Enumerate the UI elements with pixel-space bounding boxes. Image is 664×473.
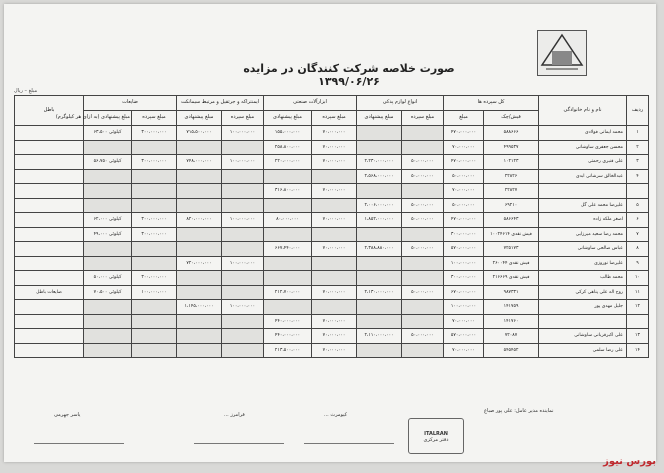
cell-check: ۱۴۱۷۵۹ [484,300,539,315]
table-row [15,169,649,184]
header-scr-offer: مبلغ پیشنهادی (به ازای هر کیلوگرم) [84,111,132,126]
cell-sc-dep [222,271,264,286]
document-title: صورت خلاصه شرکت کنندگان در مزایده ۱۳۹۹/۰۶/۲۶ [243,62,455,88]
cell-med-dep: ۵۰،۰۰۰،۰۰۰ [402,198,444,213]
cell-sc-off [177,169,222,184]
cell-sc-dep [222,140,264,155]
header-ind-deposit: مبلغ سپرده [312,111,357,126]
cell-amount: ۷۰،۰۰۰،۰۰۰ [444,314,484,329]
cell-sc-off: ۸۲۰،۰۰۰،۰۰۰ [177,213,222,228]
table-row [15,256,649,271]
cell-ind-dep: ۷۰،۰۰۰،۰۰۰ [312,213,357,228]
cell-ind-off [264,271,312,286]
cell-ind-dep: ۷۰،۰۰۰،۰۰۰ [312,242,357,257]
cell-ind-dep: ۷۰،۰۰۰،۰۰۰ [312,155,357,170]
header-med-offer: مبلغ پیشنهادی [357,111,402,126]
header-scrap: ضایعات [84,96,177,111]
table-row [15,213,649,228]
table-row [15,300,649,315]
cell-med-dep [402,314,444,329]
cell-radif: ۱۳ [627,329,649,344]
cell-name: محمد ایمانی فولادی [539,126,627,141]
cell-scr-off: کیلوئی ۶۲،۰۰۰ [84,213,132,228]
header-void: باطل [15,96,84,126]
cell-name: علیرضا محمد علی گل [539,198,627,213]
cell-ind-dep [312,198,357,213]
cell-scr-dep [132,140,177,155]
cell-void [15,227,84,242]
cell-check: ۶۹۲۱۰ [484,198,539,213]
cell-scr-dep [132,329,177,344]
cell-amount: ۵۷۰،۰۰۰،۰۰۰ [444,242,484,257]
cell-sc-dep [222,343,264,358]
cell-sc-off [177,198,222,213]
cell-sc-dep: ۱۰۰،۰۰۰،۰۰۰ [222,126,264,141]
table-body [15,126,649,358]
table-row [15,271,649,286]
unit-note: مبلغ – ریال [14,88,38,94]
cell-scr-dep: ۳۰۰،۰۰۰،۰۰۰ [132,227,177,242]
cell-ind-off [264,198,312,213]
header-sc-offer: مبلغ پیشنهادی [177,111,222,126]
cell-radif: ۴ [627,169,649,184]
cell-check: ۹۸۷۳۳۱ [484,285,539,300]
cell-scr-off [84,343,132,358]
cell-med-off [357,300,402,315]
cell-sc-dep [222,184,264,199]
cell-scr-off: کیلوئی ۴۹،۰۰۰ [84,227,132,242]
cell-scr-off [84,242,132,257]
cell-radif: ۵ [627,198,649,213]
cell-amount: ۳۰۰،۰۰۰،۰۰۰ [444,227,484,242]
cell-name: جلیل مهدی پور [539,300,627,315]
cell-void [15,126,84,141]
cell-sc-off [177,227,222,242]
cell-med-off [357,227,402,242]
cell-radif [627,184,649,199]
cell-sc-off [177,271,222,286]
signature-line-2 [194,421,284,444]
cell-check: ۷۲۰۸۷ [484,329,539,344]
cell-scr-off [84,169,132,184]
cell-ind-dep: ۷۰،۰۰۰،۰۰۰ [312,126,357,141]
cell-name: علی اکبرقربانی ساوشانی [539,329,627,344]
cell-check: ۵۸۶۶۴۳ [484,213,539,228]
cell-ind-dep: ۷۰،۰۰۰،۰۰۰ [312,140,357,155]
cell-sc-off [177,329,222,344]
cell-amount: ۷۰،۰۰۰،۰۰۰ [444,343,484,358]
table-row [15,126,649,141]
cell-sc-dep [222,169,264,184]
table-row [15,198,649,213]
cell-amount: ۵۰،۰۰۰،۰۰۰ [444,169,484,184]
cell-check: ۱۴۱۷۶۰ [484,314,539,329]
cell-radif: ۸ [627,242,649,257]
brand-watermark: بورس نیوز [603,456,656,467]
cell-med-off: ۲،۰۰۶،۰۰۰،۰۰۰ [357,198,402,213]
cell-radif: ۱۴ [627,343,649,358]
cell-med-dep [402,256,444,271]
cell-void [15,343,84,358]
cell-ind-dep [312,271,357,286]
cell-sc-dep: ۱۰۰،۰۰۰،۰۰۰ [222,213,264,228]
cell-radif: ۱ [627,126,649,141]
cell-med-dep [402,271,444,286]
cell-sc-dep: ۱۰۰،۰۰۰،۰۰۰ [222,256,264,271]
cell-med-off [357,126,402,141]
header-sc-deposit: مبلغ سپرده [222,111,264,126]
cell-ind-off [264,256,312,271]
cell-ind-off [264,227,312,242]
cell-med-dep [402,300,444,315]
cell-ind-off: ۶۶۷،۴۴۰،۰۰۰ [264,242,312,257]
cell-radif: ۲ [627,140,649,155]
signature-4: نماینده مدیر عامل: علی پور صباغ [484,408,554,414]
cell-void [15,213,84,228]
cell-sc-off: ۷۱۵،۵۰۰،۰۰۰ [177,126,222,141]
cell-ind-off: ۱۵۵،۰۰۰،۰۰۰ [264,126,312,141]
cell-name: عباس صالحی ساوشانی [539,242,627,257]
cell-med-off: ۲،۲۳۰،۰۰۰،۰۰۰ [357,155,402,170]
cell-sc-dep [222,329,264,344]
table-row [15,155,649,170]
cell-void [15,271,84,286]
header-scr-deposit: مبلغ سپرده [132,111,177,126]
cell-scr-dep: ۳۰۰،۰۰۰،۰۰۰ [132,271,177,286]
cell-radif [627,314,649,329]
cell-name: محمد رضا سعید میرزایی [539,227,627,242]
header-scaffold-crane: ایمنتراکه و جرثقیل و مرتبط سیمانکت [177,96,264,111]
cell-sc-dep [222,227,264,242]
cell-check: ۵۴۵۴۵۲ [484,343,539,358]
cell-med-off: ۲،۳۸۸،۸۸۰،۰۰۰ [357,242,402,257]
cell-name: اصغر ملکه زاده [539,213,627,228]
cell-amount: ۵۰،۰۰۰،۰۰۰ [444,198,484,213]
cell-sc-off: ۷۴۸،۰۰۰،۰۰۰ [177,155,222,170]
cell-scr-off [84,198,132,213]
cell-void [15,300,84,315]
cell-scr-off [84,184,132,199]
cell-med-off [357,343,402,358]
cell-name: علی قنبری رحمتی [539,155,627,170]
cell-amount: ۳۰۰،۰۰۰،۰۰۰ [444,271,484,286]
cell-void [15,314,84,329]
cell-radif: ۶ [627,213,649,228]
cell-scr-dep [132,256,177,271]
cell-med-dep: ۵۰،۰۰۰،۰۰۰ [402,169,444,184]
cell-void [15,242,84,257]
cell-med-dep: ۵۰،۰۰۰،۰۰۰ [402,155,444,170]
header-row-1 [15,96,649,111]
cell-ind-dep [312,256,357,271]
cell-check: ۲۲۸۲۶ [484,169,539,184]
cell-med-off [357,256,402,271]
cell-ind-off [264,300,312,315]
cell-med-off: ۲،۵۶۸،۰۰۰،۰۰۰ [357,169,402,184]
header-amount: مبلغ [444,111,484,126]
cell-sc-off: ۱،۱۴۵،۰۰۰،۰۰۰ [177,300,222,315]
cell-med-off: ۲،۱۱۰،۰۰۰،۰۰۰ [357,329,402,344]
cell-sc-dep: ۱۰۰،۰۰۰،۰۰۰ [222,155,264,170]
cell-name: عبدالخالق سرشانی ابدی [539,169,627,184]
cell-check: ۲۲۸۲۷ [484,184,539,199]
cell-name: محسن جعفری ساوشانی [539,140,627,155]
cell-check: ۷۲۵۱۷۳ [484,242,539,257]
cell-check: ۱۰۲۱۲۳ [484,155,539,170]
signature-line-3 [304,421,394,444]
cell-ind-off: ۴۴۰،۰۰۰،۰۰۰ [264,329,312,344]
cell-radif: ۱۲ [627,300,649,315]
cell-ind-off: ۲۱۲،۷۰۰،۰۰۰ [264,285,312,300]
cell-sc-dep [222,198,264,213]
cell-scr-off: کیلوئی ۵۰،۰۰۰ [84,271,132,286]
auction-participants-table [14,95,649,358]
cell-med-off: ۲،۱۳۰،۰۰۰،۰۰۰ [357,285,402,300]
cell-med-off [357,314,402,329]
cell-ind-off: ۲۲۰،۰۰۰،۰۰۰ [264,155,312,170]
signature-1: یاسر جهرمی [54,412,81,418]
cell-void [15,169,84,184]
cell-void [15,140,84,155]
cell-void [15,198,84,213]
cell-ind-off: ۴۴۰،۰۰۰،۰۰۰ [264,314,312,329]
cell-scr-dep: ۳۰۰،۰۰۰،۰۰۰ [132,213,177,228]
stamp-text: ITALRAN [424,431,448,437]
cell-med-off [357,140,402,155]
cell-ind-dep [312,300,357,315]
cell-sc-dep [222,314,264,329]
cell-ind-off: ۲۵۸،۸۰۰،۰۰۰ [264,140,312,155]
cell-sc-off [177,285,222,300]
cell-ind-dep: ۷۰،۰۰۰،۰۰۰ [312,314,357,329]
cell-scr-off [84,329,132,344]
cell-med-off [357,184,402,199]
cell-scr-dep [132,198,177,213]
stamp-label: دفتر مرکزی [423,437,449,443]
cell-med-dep: ۵۰،۰۰۰،۰۰۰ [402,242,444,257]
cell-void [15,184,84,199]
cell-amount: ۷۰،۰۰۰،۰۰۰ [444,140,484,155]
cell-scr-dep: ۱۰۰،۰۰۰،۰۰۰ [132,285,177,300]
cell-scr-off: کیلوئی ۶۳،۵۰۰ [84,126,132,141]
cell-amount: ۴۷۰،۰۰۰،۰۰۰ [444,213,484,228]
header-radif: ردیف [627,96,649,126]
cell-name: روح اله علی پناهی کرکی [539,285,627,300]
cell-scr-dep: ۳۰۰،۰۰۰،۰۰۰ [132,126,177,141]
cell-radif: ۹ [627,256,649,271]
cell-ind-dep: ۷۰،۰۰۰،۰۰۰ [312,184,357,199]
table-row [15,227,649,242]
header-ind-offer: مبلغ پیشنهادی [264,111,312,126]
cell-scr-dep [132,314,177,329]
cell-scr-dep [132,343,177,358]
cell-sc-off [177,242,222,257]
cell-name [539,184,627,199]
cell-radif: ۷ [627,227,649,242]
table-row [15,285,649,300]
cell-med-dep [402,126,444,141]
cell-sc-off [177,184,222,199]
cell-scr-dep [132,242,177,257]
cell-name: علی رضا سلمی [539,343,627,358]
table-row [15,329,649,344]
header-name: نام و نام خانوادگی [539,96,627,126]
cell-scr-off [84,300,132,315]
cell-void [15,256,84,271]
cell-void [15,155,84,170]
cell-med-dep: ۵۰،۰۰۰،۰۰۰ [402,285,444,300]
signature-line-1 [34,421,124,444]
cell-sc-off [177,314,222,329]
document-sheet [4,4,656,462]
cell-ind-off [264,169,312,184]
company-logo-icon [538,31,586,75]
cell-void [15,329,84,344]
cell-radif: ۱۰ [627,271,649,286]
cell-med-dep: ۵۰،۰۰۰،۰۰۰ [402,213,444,228]
cell-scr-off [84,256,132,271]
company-stamp [408,418,464,454]
cell-scr-dep: ۳۰۰،۰۰۰،۰۰۰ [132,155,177,170]
cell-amount: ۴۷۰،۰۰۰،۰۰۰ [444,155,484,170]
table-row [15,343,649,358]
cell-ind-off: ۳۱۶،۸۰۰،۰۰۰ [264,184,312,199]
cell-amount: ۱۰۰،۰۰۰،۰۰۰ [444,300,484,315]
cell-ind-dep: ۷۰،۰۰۰،۰۰۰ [312,343,357,358]
header-total-deposits: کل سپرده ها [444,96,539,111]
cell-sc-dep [222,285,264,300]
cell-scr-off [84,314,132,329]
cell-sc-off [177,140,222,155]
cell-amount: ۵۷۰،۰۰۰،۰۰۰ [444,329,484,344]
cell-amount: ۴۷۰،۰۰۰،۰۰۰ [444,126,484,141]
cell-ind-dep [312,227,357,242]
cell-name [539,314,627,329]
cell-radif: ۳ [627,155,649,170]
company-logo [537,30,587,76]
cell-scr-off: کیلوئی ۵۶،۷۵۰ [84,155,132,170]
cell-ind-off: ۲۱۳،۵۰۰،۰۰۰ [264,343,312,358]
cell-ind-dep [312,169,357,184]
cell-check: فیش نقدی ۲۶۰۰۴۴ [484,256,539,271]
cell-check: ۵۸۸۶۶۶ [484,126,539,141]
cell-name: محمد طالب [539,271,627,286]
table-row [15,140,649,155]
cell-amount: ۷۰،۰۰۰،۰۰۰ [444,184,484,199]
header-check: فیش/چک [484,111,539,126]
cell-radif: ۱۱ [627,285,649,300]
cell-ind-dep: ۷۰،۰۰۰،۰۰۰ [312,285,357,300]
cell-sc-dep [222,242,264,257]
cell-med-off [357,271,402,286]
signature-2: فرامرز ... [224,412,245,418]
cell-scr-dep [132,184,177,199]
cell-med-dep [402,343,444,358]
cell-med-dep: ۵۰،۰۰۰،۰۰۰ [402,329,444,344]
table-row [15,184,649,199]
cell-check: فیش نقدی ۱۰۰۲۴۶۱۴ [484,227,539,242]
cell-med-dep [402,184,444,199]
cell-amount: ۱۰۰،۰۰۰،۰۰۰ [444,256,484,271]
header-med-deposit: مبلغ سپرده [402,111,444,126]
cell-void: ضایعات باطل [15,285,84,300]
cell-name: علیرضا نوروزی [539,256,627,271]
cell-med-off: ۱،۸۵۲،۰۰۰،۰۰۰ [357,213,402,228]
cell-scr-dep [132,169,177,184]
header-industrial-tools: ابزارآلات صنعتی [264,96,357,111]
header-medical-parts: انواع لوازم پدکی [357,96,444,111]
cell-scr-dep [132,300,177,315]
cell-ind-off: ۸۰،۰۰۰،۰۰۰ [264,213,312,228]
cell-amount: ۶۷۰،۰۰۰،۰۰۰ [444,285,484,300]
cell-check: ۴۹۹۵۳۷ [484,140,539,155]
cell-check: فیش نقدی ۲۱۶۶۶۹ [484,271,539,286]
cell-med-dep [402,140,444,155]
cell-ind-dep: ۷۰،۰۰۰،۰۰۰ [312,329,357,344]
cell-sc-off: ۷۲۰،۰۰۰،۰۰۰ [177,256,222,271]
cell-med-dep [402,227,444,242]
signature-3: کیومرث ... [324,412,347,418]
table-row [15,242,649,257]
cell-scr-off: کیلوئی ۷۰،۵۰۰ [84,285,132,300]
table-row [15,314,649,329]
cell-sc-dep: ۱۰۰،۰۰۰،۰۰۰ [222,300,264,315]
cell-scr-off [84,140,132,155]
cell-sc-off [177,343,222,358]
